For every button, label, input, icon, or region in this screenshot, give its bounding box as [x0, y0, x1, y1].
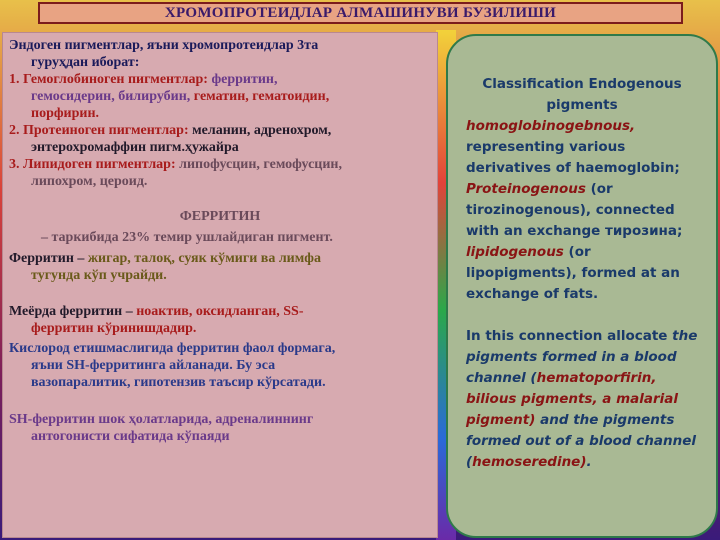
group-2 [9, 122, 431, 156]
group-1-label: 1. Гемоглобиноген пигментлар: [9, 72, 208, 87]
right-heading-b: pigments [546, 97, 618, 113]
left-text-panel [2, 32, 438, 538]
right-p2-text-a: In this connection allocate [466, 328, 673, 344]
ferritin-location-lead: Ферритин – [9, 251, 85, 266]
ferritin-normal-a: ноактив, оксидланган, SS- [132, 304, 304, 319]
right-p1-text-b: (or tirozinogenous), connected with an exchange тирозина; [466, 181, 683, 239]
group-1-items-d: порфирин. [31, 106, 100, 121]
ferritin-shock [9, 411, 431, 445]
right-text-panel [446, 34, 718, 538]
term-lipidogenous: lipidogenous [466, 244, 564, 260]
intro-text [9, 37, 431, 71]
term-homoglobinogenous: homoglobinogebnous, [466, 118, 636, 134]
ferritin-hypoxia [9, 340, 431, 391]
ferritin-shock-a: SH-ферритин шок ҳолатларида, адреналиннинг [9, 412, 314, 427]
ferritin-normal [9, 303, 431, 337]
ferritin-location [9, 250, 431, 284]
term-blood-channel-pigments: hematoporfirin, bilious pigments, a malarial pigment) [466, 370, 679, 428]
ferritin-location-a: жигар, талоқ, суяк кўмиги ва лимфа [84, 251, 321, 266]
group-3 [9, 156, 431, 190]
ferritin-normal-b: ферритин кўринишдадир. [31, 321, 197, 336]
ferritin-hypoxia-c: вазопаралитик, гипотензив таъсир кўрсатади. [31, 375, 326, 390]
ferritin-definition: – таркибида 23% темир ушлайдиган пигмент. [41, 230, 333, 245]
right-p1-text-a: representing various derivatives of haemoglobin; [466, 139, 680, 176]
ferritin-shock-b: антогонисти сифатида кўпаяди [31, 429, 230, 444]
ferritin-location-b: тугунда кўп учрайди. [31, 268, 167, 283]
group-3-items-b: липохром, цероид. [31, 174, 148, 189]
right-p1-text-c: (or lipopigments), formed at an exchange of fats. [466, 244, 680, 302]
intro-line-1: Эндоген пигментлар, яъни хромопротеидлар 3та [9, 38, 319, 53]
group-2-items-a: меланин, адренохром, [188, 123, 332, 138]
ferritin-hypoxia-a: Кислород етишмаслигида ферритин фаол формага, [9, 341, 336, 356]
right-p2-text-f: . [586, 454, 592, 470]
right-paragraph-1 [466, 116, 698, 305]
group-1-items-b: гемосидерин, билирубин, [31, 89, 191, 104]
term-hemoseredine: hemoseredine) [472, 454, 587, 470]
right-p2-text-d: and the pigments formed out of a blood channel ( [466, 412, 697, 470]
group-3-items-a: липофусцин, гемофусцин, [175, 157, 342, 172]
group-1 [9, 71, 431, 122]
group-2-items-b: энтерохромаффин пигм.ҳужайра [31, 140, 239, 155]
group-1-items-a: ферритин, [207, 72, 278, 87]
term-proteinogenous: Proteinogenous [466, 181, 586, 197]
ferritin-heading: ФЕРРИТИН [179, 209, 261, 224]
right-p2-text-b: the pigments formed in a blood channel ( [466, 328, 698, 386]
right-heading-a: Classification Endogenous [482, 76, 682, 92]
group-1-items-c: гематин, гематоидин, [190, 89, 330, 104]
slide-title: ХРОМОПРОТЕИДЛАР АЛМАШИНУВИ БУЗИЛИШИ [38, 2, 683, 24]
group-3-label: 3. Липидоген пигментлар: [9, 157, 176, 172]
intro-line-2: гуруҳдан иборат: [31, 55, 140, 70]
group-2-label: 2. Протеиноген пигментлар: [9, 123, 189, 138]
right-paragraph-2 [466, 326, 698, 473]
right-heading [466, 74, 698, 116]
ferritin-hypoxia-b: яъни SH-ферритинга айланади. Бу эса [31, 358, 276, 373]
ferritin-normal-lead: Меёрда ферритин – [9, 304, 133, 319]
